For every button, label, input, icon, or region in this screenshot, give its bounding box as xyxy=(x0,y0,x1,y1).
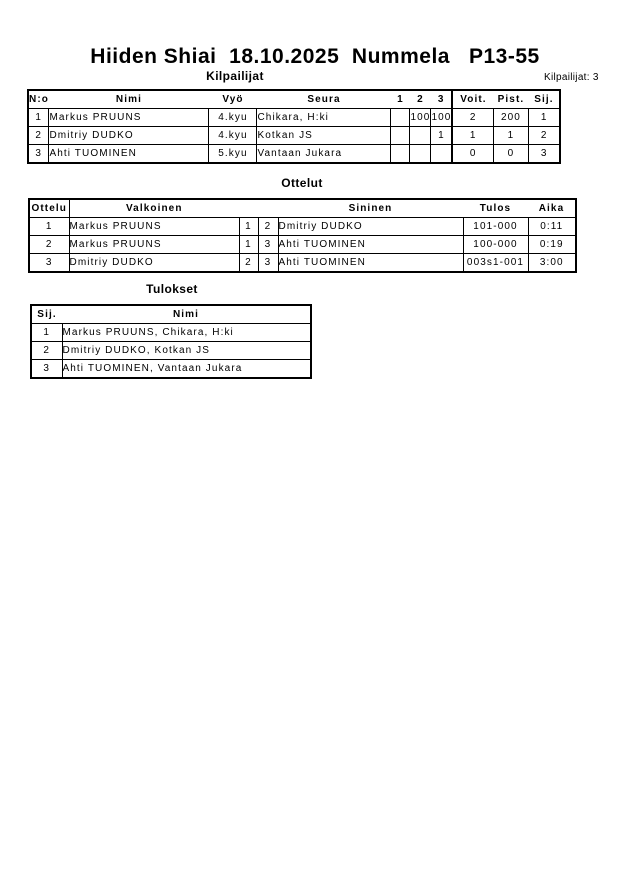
competitor-row xyxy=(28,109,560,127)
competitor-points: 200 xyxy=(493,109,528,127)
competitor-points: 1 xyxy=(493,127,528,145)
competitor-wins: 0 xyxy=(452,145,493,164)
match-row xyxy=(29,218,576,236)
col-header-tulos: Tulos xyxy=(463,199,528,218)
col-header-ottelu: Ottelu xyxy=(29,199,69,218)
result-place: 2 xyxy=(31,342,62,360)
white-player-name: Dmitriy DUDKO xyxy=(69,254,239,273)
white-player-name: Markus PRUUNS xyxy=(69,218,239,236)
match-score: 003s1-001 xyxy=(463,254,528,273)
competitor-number: 2 xyxy=(28,127,49,145)
match-row xyxy=(29,236,576,254)
col-header-3: 3 xyxy=(431,90,453,109)
competitors-header-row xyxy=(28,90,560,109)
competitor-points: 0 xyxy=(493,145,528,164)
competitor-club: Chikara, H:ki xyxy=(257,109,391,127)
match-numbers-header-spacer xyxy=(258,199,278,218)
results-header-row xyxy=(31,305,311,324)
match-score: 100-000 xyxy=(463,236,528,254)
competitor-place: 1 xyxy=(528,109,560,127)
result-vs-2 xyxy=(410,145,431,164)
competitor-wins: 1 xyxy=(452,127,493,145)
white-player-number: 1 xyxy=(239,218,258,236)
competitor-grade: 4.kyu xyxy=(209,127,257,145)
result-vs-3 xyxy=(431,145,453,164)
competitor-wins: 2 xyxy=(452,109,493,127)
result-name-and-club: Dmitriy DUDKO, Kotkan JS xyxy=(62,342,311,360)
result-vs-1 xyxy=(391,127,410,145)
result-vs-1 xyxy=(391,109,410,127)
result-vs-2 xyxy=(410,127,431,145)
competitor-number: 1 xyxy=(28,109,49,127)
col-header-pist: Pist. xyxy=(493,90,528,109)
white-player-name: Markus PRUUNS xyxy=(69,236,239,254)
result-name-and-club: Markus PRUUNS, Chikara, H:ki xyxy=(62,324,311,342)
match-time: 0:11 xyxy=(528,218,576,236)
matches-table xyxy=(28,198,577,273)
competitor-row xyxy=(28,127,560,145)
match-number: 3 xyxy=(29,254,69,273)
match-row xyxy=(29,254,576,273)
col-header-no: N:o xyxy=(28,90,49,109)
blue-player-name: Ahti TUOMINEN xyxy=(278,236,463,254)
col-header-voit: Voit. xyxy=(452,90,493,109)
result-vs-1 xyxy=(391,145,410,164)
blue-player-name: Ahti TUOMINEN xyxy=(278,254,463,273)
competitor-name: Markus PRUUNS xyxy=(49,109,209,127)
blue-player-name: Dmitriy DUDKO xyxy=(278,218,463,236)
match-number: 1 xyxy=(29,218,69,236)
competitor-club: Kotkan JS xyxy=(257,127,391,145)
result-place: 1 xyxy=(31,324,62,342)
col-header-vyo: Vyö xyxy=(209,90,257,109)
match-time: 3:00 xyxy=(528,254,576,273)
results-table xyxy=(30,304,312,379)
blue-player-number: 3 xyxy=(258,254,278,273)
competitors-section-title: Kilpailijat xyxy=(206,69,264,83)
match-numbers-header-spacer xyxy=(239,199,258,218)
col-header-seura: Seura xyxy=(257,90,391,109)
match-time: 0:19 xyxy=(528,236,576,254)
col-header-sij: Sij. xyxy=(31,305,62,324)
match-number: 2 xyxy=(29,236,69,254)
competitor-name: Dmitriy DUDKO xyxy=(49,127,209,145)
page-title: Hiiden Shiai 18.10.2025 Nummela P13-55 xyxy=(90,45,540,68)
col-header-sininen: Sininen xyxy=(278,199,463,218)
competitor-place: 2 xyxy=(528,127,560,145)
competitors-table xyxy=(27,89,561,164)
result-vs-3: 1 xyxy=(431,127,453,145)
result-vs-3: 100 xyxy=(431,109,453,127)
col-header-sij: Sij. xyxy=(528,90,560,109)
competitor-row xyxy=(28,145,560,164)
col-header-aika: Aika xyxy=(528,199,576,218)
result-row xyxy=(31,360,311,379)
competitor-club: Vantaan Jukara xyxy=(257,145,391,164)
results-section-title: Tulokset xyxy=(146,282,198,296)
result-vs-2: 100 xyxy=(410,109,431,127)
match-score: 101-000 xyxy=(463,218,528,236)
competitor-place: 3 xyxy=(528,145,560,164)
competitor-grade: 5.kyu xyxy=(209,145,257,164)
blue-player-number: 3 xyxy=(258,236,278,254)
matches-header-row xyxy=(29,199,576,218)
col-header-nimi: Nimi xyxy=(49,90,209,109)
competitor-count-label: Kilpailijat: 3 xyxy=(544,72,599,83)
competitor-grade: 4.kyu xyxy=(209,109,257,127)
competitor-name: Ahti TUOMINEN xyxy=(49,145,209,164)
matches-section-title: Ottelut xyxy=(281,176,323,190)
white-player-number: 1 xyxy=(239,236,258,254)
white-player-number: 2 xyxy=(239,254,258,273)
col-header-1: 1 xyxy=(391,90,410,109)
col-header-valkoinen: Valkoinen xyxy=(69,199,239,218)
blue-player-number: 2 xyxy=(258,218,278,236)
result-name-and-club: Ahti TUOMINEN, Vantaan Jukara xyxy=(62,360,311,379)
result-place: 3 xyxy=(31,360,62,379)
col-header-nimi: Nimi xyxy=(62,305,311,324)
col-header-2: 2 xyxy=(410,90,431,109)
result-row xyxy=(31,342,311,360)
result-row xyxy=(31,324,311,342)
competitor-number: 3 xyxy=(28,145,49,164)
